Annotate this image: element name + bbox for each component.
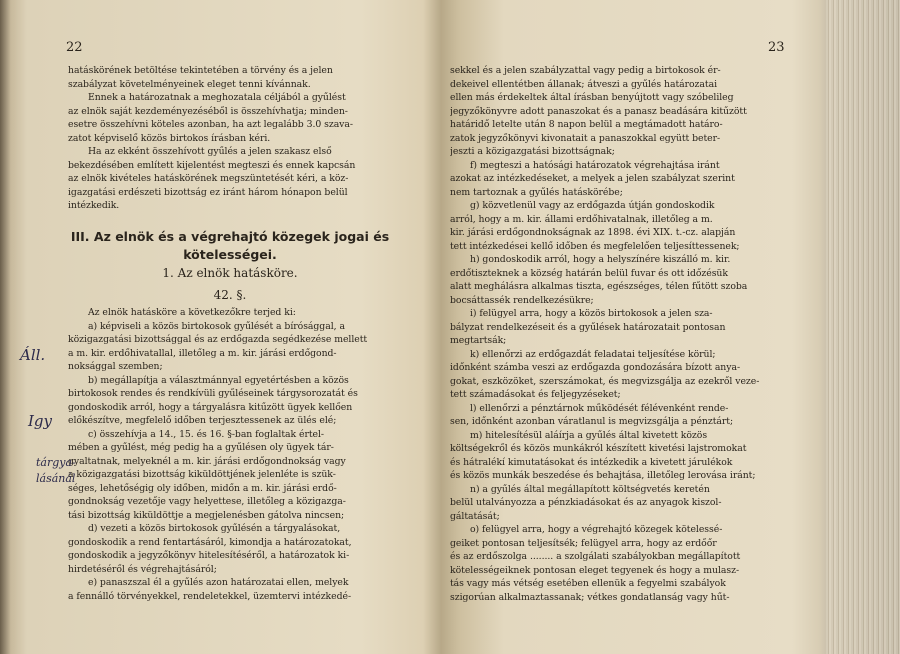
text-line: e) panaszszal él a gyűlés azon határozatai ellen, melyek	[88, 577, 349, 588]
text-line: noksággal szemben;	[68, 361, 163, 372]
text-line: gondoskodik a jegyzőkönyv hitelesítéséről, a határozatok ki-	[68, 550, 350, 561]
left-page	[0, 0, 426, 654]
text-line: d) vezeti a közös birtokosok gyűlésén a tárgyalásokat,	[88, 523, 341, 534]
text-line: és hátralékí kimutatásokat és intézkedik a kivetett járulékok	[450, 456, 733, 468]
text-line: szabályzat követelményeinek eleget tenni kívánnak.	[68, 78, 311, 90]
text-line: költségekről és közös munkákról készített kivetési lajstromokat	[450, 443, 747, 454]
section-heading-line1: III. Az elnök és a végrehajtó közegek jogai és	[70, 229, 390, 244]
text-line: a közigazgatási bizottság kiküldöttjének jelenléte is szük-	[68, 469, 336, 480]
text-line: azokat az intézkedéseket, a melyek a jelen szabályzat szerint	[450, 173, 735, 184]
text-line: zatot képviselő közös birtokos írásban kéri.	[68, 132, 271, 144]
text-line: tás vagy más vétség esetében ellenük a fegyelmi szabályok	[450, 578, 726, 589]
text-line: alatt meghálásra alkalmas tiszta, egészséges, télen fűtött szoba	[450, 281, 748, 292]
text-line: birtokosok rendes és rendkívüli gyűléseinek tárgysorozatát és	[68, 388, 358, 399]
text-line: határidő letelte után 8 napon belül a megtámadott határo-	[450, 119, 723, 130]
margin-note: Igy	[28, 412, 53, 430]
page-number-right: 23	[768, 40, 785, 55]
text-line: tett számadásokat és feljegyzéseket;	[450, 389, 621, 400]
page-number-left: 22	[66, 40, 83, 55]
text-line: Ha az ekként összehívott gyűlés a jelen szakasz első	[88, 146, 332, 157]
text-line: a fennálló törvényekkel, rendeletekkel, üzemtervi intézkedé-	[68, 590, 352, 602]
text-line: közigazgatási bizottsággal és az erdőgazda segédkezése mellett	[68, 334, 368, 345]
text-line: Az elnök hatásköre a következőkre terjed ki:	[88, 307, 296, 318]
section-heading-line2: kötelességei.	[183, 247, 277, 262]
text-line: k) ellenőrzi az erdőgazdát feladatai teljesítése körül;	[470, 348, 716, 360]
text-line: az elnök kivételes hatáskörének megszüntetését kéri, a köz-	[68, 173, 349, 184]
text-line: sen, időnként azonban váratlanul is megvizsgálja a pénztárt;	[450, 416, 734, 427]
text-line: kötelességeiknek pontosan eleget tegyenek és hogy a mulasz-	[450, 564, 740, 576]
text-line: g) közvetlenül vagy az erdőgazda útján gondoskodik	[470, 200, 715, 211]
text-line: arról, hogy a m. kir. állami erdőhivatalnak, illetőleg a m.	[450, 213, 713, 225]
page-stack-edge	[826, 0, 900, 654]
text-line: jegyzőkönyvre adott panaszokat és a panasz beadására kitűzött	[450, 105, 747, 117]
text-line: tett intézkedései kellő időben és megfelelően teljesíttessenek;	[450, 240, 740, 252]
text-line: intézkedik.	[68, 200, 120, 211]
text-line: jeszti a közigazgatási bizottságnak;	[450, 146, 615, 157]
text-line: c) összehívja a 14., 15. és 16. §-ban foglaltak értel-	[88, 428, 324, 440]
text-line: és közös munkák beszedése és behajtása, illetőleg lerovása iránt;	[450, 470, 756, 481]
left-top-text	[68, 64, 386, 213]
text-line: igazgatási erdészeti bizottság ez iránt három hónapon belül	[68, 186, 348, 198]
paragraph-number: 42. §.	[213, 288, 247, 302]
text-line: a) képviseli a közös birtokosok gyűlését a bírósággal, a	[88, 320, 345, 332]
text-line: sekkel és a jelen szabályzattal vagy pedig a birtokosok ér-	[450, 65, 721, 76]
text-line: a m. kir. erdőhivatallal, illetőleg a m. kir. járási erdőgond-	[68, 347, 337, 359]
text-line: gyaltatnak, melyeknél a m. kir. járási erdőgondnokság vagy	[68, 455, 346, 467]
text-line: időnként számba veszi az erdőgazda gondozására bízott anya-	[450, 362, 741, 373]
text-line: bekezdésében említett kijelentést megteszi és ennek kapcsán	[68, 159, 356, 171]
text-line: gondoskodik arról, hogy a tárgyalásra kitűzött ügyek kellően	[68, 401, 353, 413]
text-line: gondoskodik a rend fentartásáról, kimondja a határozatokat,	[68, 536, 352, 548]
text-line: Ennek a határozatnak a meghozatala céljából a gyűlést	[88, 92, 346, 103]
text-line: séges, lehetőségig oly időben, midőn a m. kir. járási erdő-	[68, 482, 337, 494]
text-line: hatáskörének betöltése tekintetében a törvény és a jelen	[68, 65, 333, 76]
text-line: tási bizottság kiküldöttje a megjelenésben gátolva nincsen;	[68, 509, 345, 521]
text-line: erdőtiszteknek a község határán belül fuvar és ott időzésük	[450, 267, 728, 279]
text-line: és az erdőszolga ........ a szolgálati szabályokban megállapított	[450, 551, 741, 562]
text-line: megtartsák;	[450, 335, 507, 346]
text-line: gáltatását;	[450, 510, 500, 522]
text-line: nem tartoznak a gyűlés hatáskörébe;	[450, 186, 623, 198]
text-line: f) megteszi a hatósági határozatok végrehajtása iránt	[470, 159, 720, 171]
margin-note: tárgya-	[36, 456, 76, 469]
text-line: m) hitelesítésül aláírja a gyűlés által kivetett közös	[470, 429, 708, 441]
text-line: n) a gyűlés által megállapított költségvetés keretén	[470, 483, 710, 495]
left-body-text	[68, 306, 386, 603]
text-line: előkészítve, megfelelő időben terjesztessenek az ülés elé;	[68, 415, 337, 426]
text-line: esetre összehívni köteles azonban, ha azt legalább 3.0 szava-	[68, 119, 353, 130]
text-line: az elnök saját kezdeményezéséből is összehívhatja; minden-	[68, 105, 348, 117]
text-line: szigorúan alkalmaztassanak; vétkes gondatlanság vagy hűt-	[450, 591, 730, 603]
right-body-text	[450, 64, 816, 604]
section-heading	[60, 228, 400, 264]
text-line: hirdetéséről és végrehajtásáról;	[68, 563, 217, 575]
margin-note: lásánál	[36, 472, 76, 485]
text-line: zatok jegyzőkönyvi kivonatait a panaszokkal együtt beter-	[450, 132, 721, 144]
text-line: mében a gyűlést, még pedig ha a gyűlésen oly ügyek tár-	[68, 442, 334, 453]
text-line: gondnokság vezetője vagy helyettese, illetőleg a közigazga-	[68, 496, 346, 507]
text-line: b) megállapítja a választmánnyal egyetértésben a közös	[88, 374, 349, 386]
text-line: dekeivel ellentétben állanak; átveszi a gyűlés határozatai	[450, 78, 718, 90]
text-line: h) gondoskodik arról, hogy a helyszínére kiszálló m. kir.	[470, 254, 731, 265]
subsection-heading: 1. Az elnök hatásköre.	[162, 266, 298, 280]
text-line: kir. járási erdőgondnokságnak az 1898. évi XIX. t.-cz. alapján	[450, 227, 736, 238]
margin-note: Áll.	[20, 346, 46, 364]
text-line: gokat, eszközöket, szerszámokat, és megvizsgálja az ezekről veze-	[450, 375, 760, 387]
text-line: i) felügyel arra, hogy a közös birtokosok a jelen sza-	[470, 308, 713, 319]
text-line: bocsáttassék rendelkezésükre;	[450, 294, 594, 306]
text-line: geiket pontosan teljesítsék; felügyel arra, hogy az erdőőr	[450, 537, 717, 549]
text-line: belül utalványozza a pénzkiadásokat és az anyagok kiszol-	[450, 497, 722, 508]
right-page	[430, 0, 830, 654]
text-line: l) ellenőrzi a pénztárnok működését félévenként rende-	[470, 402, 729, 414]
text-line: ellen más érdekeltek által írásban benyújtott vagy szóbelileg	[450, 92, 734, 103]
text-line: o) felügyel arra, hogy a végrehajtó közegek kötelessé-	[470, 524, 723, 535]
text-line: bályzat rendelkezéseit és a gyűlések határozatait pontosan	[450, 321, 726, 333]
